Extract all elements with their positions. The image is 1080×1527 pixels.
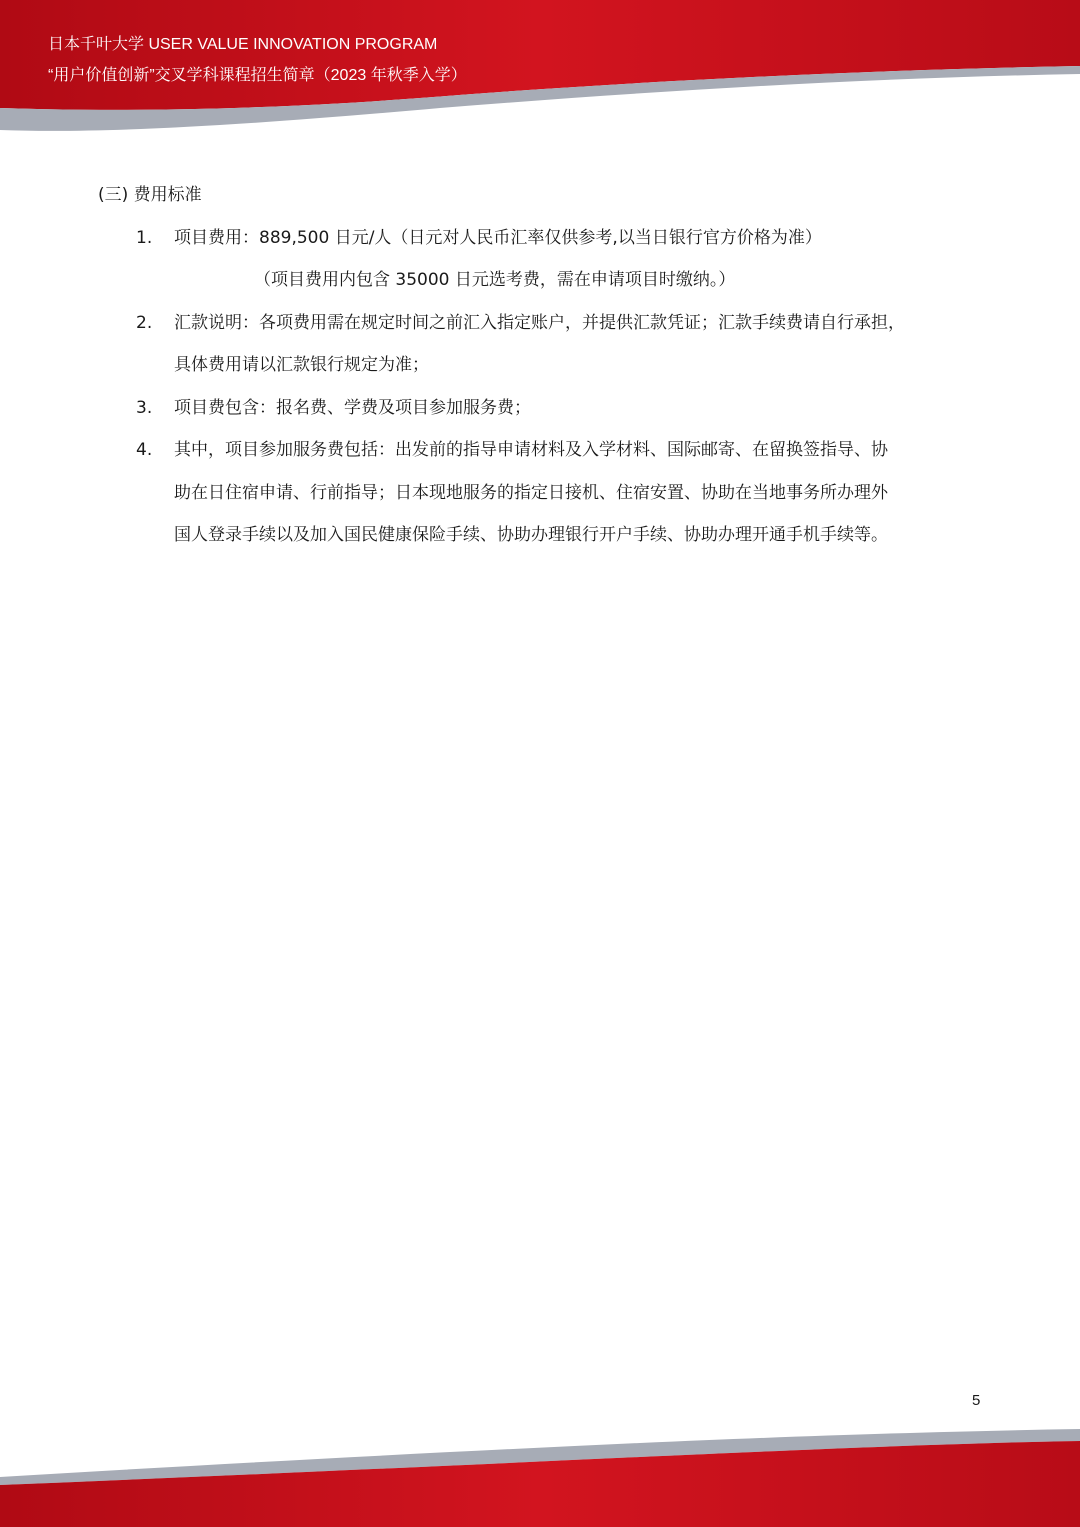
item-number: 2. bbox=[136, 313, 153, 333]
item-2-line-2: 具体费用请以汇款银行规定为准； bbox=[174, 355, 429, 375]
item-4-line-2: 助在日住宿申请、行前指导；日本现地服务的指定日接机、住宿安置、协助在当地事务所办理外 bbox=[174, 483, 888, 503]
section-title: (三) 费用标准 bbox=[98, 185, 202, 205]
item-number: 3. bbox=[136, 398, 153, 418]
item-number: 4. bbox=[136, 440, 153, 460]
footer-banner bbox=[0, 1415, 1080, 1527]
footer-wave-graphic bbox=[0, 1415, 1080, 1527]
header-subtitle: “用户价值创新”交叉学科课程招生简章（2023 年秋季入学） bbox=[48, 67, 467, 84]
item-1-line-2: （项目费用内包含 35000 日元选考费，需在申请项目时缴纳。） bbox=[254, 270, 736, 290]
item-3-line-1: 项目费包含：报名费、学费及项目参加服务费； bbox=[174, 398, 531, 418]
header-title: 日本千叶大学 USER VALUE INNOVATION PROGRAM bbox=[48, 36, 438, 53]
item-1-line-1: 项目费用：889,500 日元/人（日元对人民币汇率仅供参考,以当日银行官方价格为准） bbox=[174, 228, 822, 248]
item-4-line-3: 国人登录手续以及加入国民健康保险手续、协助办理银行开户手续、协助办理开通手机手续等。 bbox=[174, 525, 888, 545]
item-2-line-1: 汇款说明：各项费用需在规定时间之前汇入指定账户，并提供汇款凭证；汇款手续费请自行承担， bbox=[174, 313, 905, 333]
page-number: 5 bbox=[972, 1392, 981, 1409]
item-number: 1. bbox=[136, 228, 153, 248]
item-4-line-1: 其中，项目参加服务费包括：出发前的指导申请材料及入学材料、国际邮寄、在留换签指导、协 bbox=[174, 440, 888, 460]
